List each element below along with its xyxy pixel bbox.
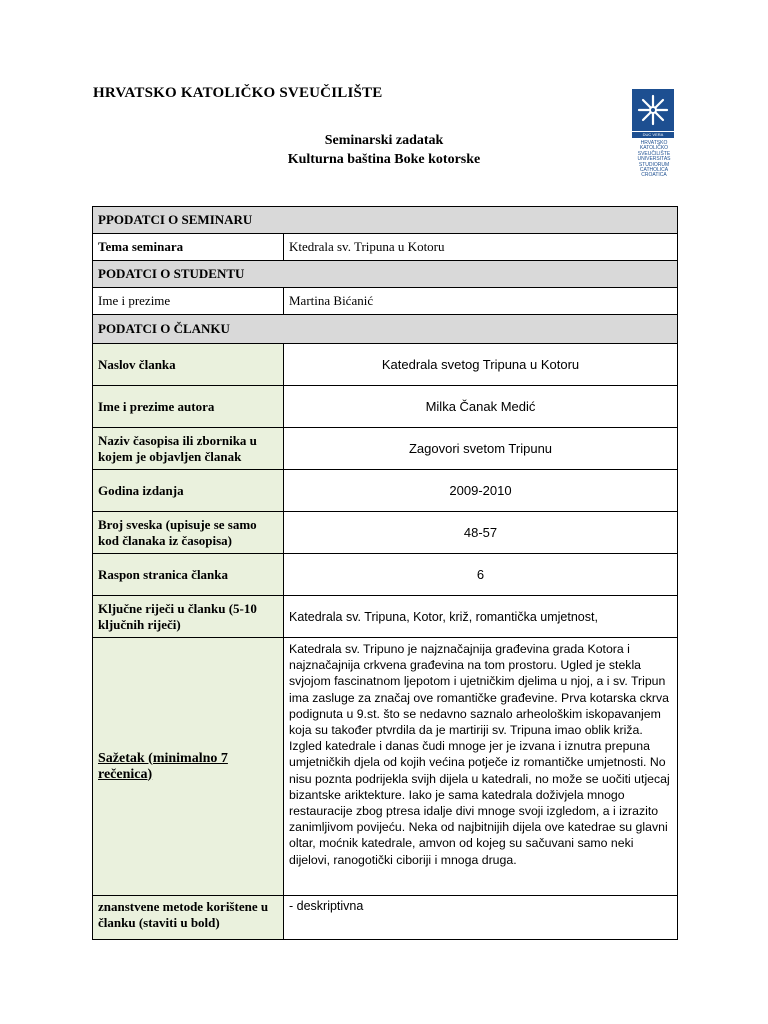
godina-value: 2009-2010 — [284, 470, 678, 512]
casopis-value: Zagovori svetom Tripunu — [284, 428, 678, 470]
tema-value: Ktedrala sv. Tripuna u Kotoru — [284, 234, 678, 261]
broj-sveska-label: Broj sveska (upisuje se samo kod članaka iz časopisa) — [93, 512, 284, 554]
metode-label: znanstvene metode korištene u članku (staviti u bold) — [93, 896, 284, 940]
document-title: Seminarski zadatak — [324, 133, 444, 148]
table-row — [93, 554, 678, 596]
logo-line: STUDIORUM — [638, 161, 670, 168]
seminar-info-table — [92, 206, 678, 940]
document-subtitle: Kulturna baština Boke kotorske — [287, 152, 481, 167]
ime-value: Martina Bićanić — [284, 288, 678, 315]
section-clanak-header: PODATCI O ČLANKU — [93, 315, 678, 344]
table-row — [93, 470, 678, 512]
table-row — [93, 896, 678, 940]
logo-line: UNIVERSITAS — [637, 156, 671, 163]
logo-emblem — [632, 89, 674, 131]
document-heading — [0, 131, 768, 169]
naslov-value: Katedrala svetog Tripuna u Kotoru — [284, 344, 678, 386]
godina-label: Godina izdanja — [93, 470, 284, 512]
section-seminar-header: PPODATCI O SEMINARU — [93, 207, 678, 234]
sazetak-label: Sažetak (minimalno 7 rečenica) — [93, 638, 284, 896]
logo-line: KATOLIČKO — [639, 145, 669, 152]
section-seminar-row — [93, 207, 678, 234]
kljucne-rijeci-value: Katedrala sv. Tripuna, Kotor, križ, romantička umjetnost, — [284, 596, 678, 638]
star-snowflake-icon — [636, 93, 670, 127]
raspon-value: 6 — [284, 554, 678, 596]
university-name: HRVATSKO KATOLIČKO SVEUČILIŠTE — [93, 85, 383, 101]
table-row — [93, 596, 678, 638]
section-student-row — [93, 261, 678, 288]
raspon-label: Raspon stranica članka — [93, 554, 284, 596]
autor-label: Ime i prezime autora — [93, 386, 284, 428]
logo-line: CATHOLICA — [639, 167, 669, 174]
table-row — [93, 288, 678, 315]
broj-sveska-value: 48-57 — [284, 512, 678, 554]
table-row — [93, 428, 678, 470]
ime-label: Ime i prezime — [93, 288, 284, 315]
section-clanak-row — [93, 315, 678, 344]
autor-value: Milka Čanak Medić — [284, 386, 678, 428]
table-row — [93, 512, 678, 554]
logo-line: CROATICA — [641, 172, 667, 179]
table-row — [93, 386, 678, 428]
logo-line: SVEUČILIŠTE — [637, 150, 671, 157]
naslov-label: Naslov članka — [93, 344, 284, 386]
table-row — [93, 234, 678, 261]
logo-motto: DUC VERA — [632, 132, 674, 138]
casopis-label: Naziv časopisa ili zbornika u kojem je objavljen članak — [93, 428, 284, 470]
table-row — [93, 638, 678, 896]
tema-label: Tema seminara — [93, 234, 284, 261]
logo-line: HRVATSKO — [640, 140, 668, 146]
table-row — [93, 344, 678, 386]
sazetak-text: Katedrala sv. Tripuno je najznačajnija građevina grada Kotora i najznačajnija crkvena građevina na tom prostoru. Ugled je stekla svjojom fascinatnom ljepotom i ujetničkim djelima u njoj, a i sv. Tripun ima zasluge za značaj ove romantičke građevine. Prva kotarska ckrva podignuta u 9.st. što se nedavno saznalo arheološkim iskopavanjem koja su također ptvrdila da je martiriji sv. Tripuna imao oblik križa. Izgled katedrale i danas čudi mnoge jer je izvana i iznutra prepuna umjetničkih djela od kojih većina potječe iz romantičke umjetnosti. No nisu poznta podrijekla svijh dijela u katedrali, no može se uočiti utjecaj bizantske ariktekture. Iako je sama katedrala doživjela mnogo restauracije zbog ptresa idalje divi mnoge svoji izgledom, a i izrazito zanimljivom povijeću. Neka od najbitnijih dijela ove katedrae su glavni oltar, moćnik katedrale, amvon od kojeg su sačuvani samo neki dijelovi, ranogotički ciboriji i mnoga druga. — [284, 638, 678, 896]
section-student-header: PODATCI O STUDENTU — [93, 261, 678, 288]
metode-value: - deskriptivna — [284, 896, 678, 940]
kljucne-rijeci-label: Ključne riječi u članku (5-10 ključnih riječi) — [93, 596, 284, 638]
